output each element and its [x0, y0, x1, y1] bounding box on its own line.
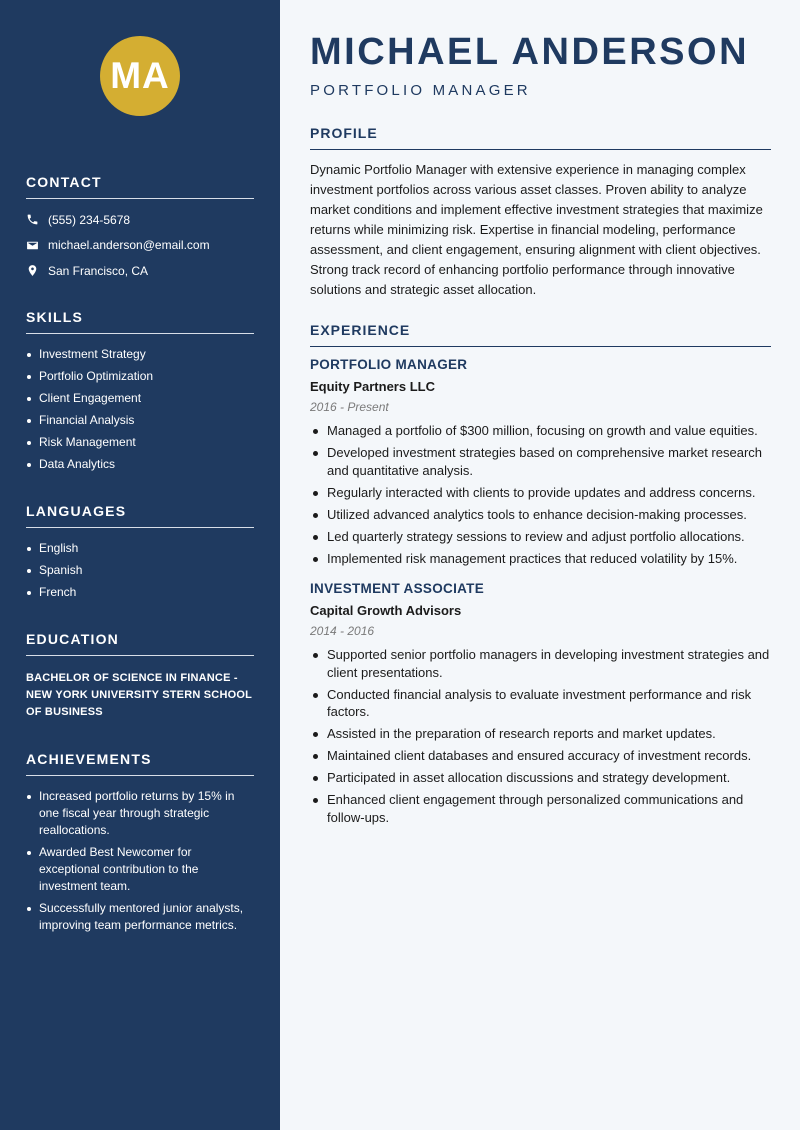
contact-phone: [26, 211, 254, 228]
skill-item: Risk Management: [26, 434, 254, 451]
job-bullet: Developed investment strategies based on comprehensive market research and quantitative analysis.: [310, 444, 771, 479]
job-bullet: Assisted in the preparation of research reports and market updates.: [310, 725, 771, 743]
skills-heading: SKILLS: [26, 309, 254, 334]
skills-list: [26, 346, 254, 473]
contact-section: [26, 174, 254, 279]
language-item: English: [26, 540, 254, 557]
job-bullet: Utilized advanced analytics tools to enhance decision-making processes.: [310, 506, 771, 524]
languages-list: [26, 540, 254, 601]
job-bullet: Participated in asset allocation discussions and strategy development.: [310, 769, 771, 787]
person-name: MICHAEL ANDERSON: [310, 31, 750, 73]
contact-location: [26, 262, 254, 279]
profile-text: Dynamic Portfolio Manager with extensive experience in managing complex investment portfolios across various asset classes. Proven ability to analyze market conditions and implement effective investment strategies that maximize returns while minimizing risk. Expertise in financial modeling, performance assessment, and client engagement, ensuring alignment with client objectives. Strong track record of enhancing portfolio performance through innovative solutions and strategic asset allocation.: [310, 162, 763, 297]
skills-section: [26, 309, 254, 473]
phone-icon: [26, 213, 39, 226]
language-item: Spanish: [26, 562, 254, 579]
job-entry: [310, 357, 771, 567]
job-company: Capital Growth Advisors: [310, 603, 462, 618]
experience-section: [310, 322, 771, 826]
job-bullets: [310, 646, 771, 826]
phone-text: (555) 234-5678: [48, 212, 131, 227]
skill-item: Financial Analysis: [26, 412, 254, 429]
job-title-headline: PORTFOLIO MANAGER: [310, 82, 531, 99]
job-bullet: Enhanced client engagement through personalized communications and follow-ups.: [310, 791, 771, 826]
job-dates: 2014 - 2016: [310, 624, 375, 638]
profile-heading: PROFILE: [310, 125, 771, 150]
education-degree: BACHELOR OF SCIENCE IN FINANCE - NEW YORK UNIVERSITY STERN SCHOOL OF BUSINESS: [26, 672, 252, 718]
achievement-item: Increased portfolio returns by 15% in one fiscal year through strategic reallocations.: [26, 788, 254, 839]
location-text: San Francisco, CA: [48, 263, 149, 278]
avatar: MA: [100, 36, 180, 116]
job-bullet: Led quarterly strategy sessions to review and adjust portfolio allocations.: [310, 528, 771, 546]
job-bullet: Maintained client databases and ensured accuracy of investment records.: [310, 747, 771, 765]
main-content: [280, 0, 800, 1130]
job-bullet: Regularly interacted with clients to provide updates and address concerns.: [310, 484, 771, 502]
achievement-item: Awarded Best Newcomer for exceptional contribution to the investment team.: [26, 844, 254, 895]
job-bullet: Managed a portfolio of $300 million, focusing on growth and value equities.: [310, 422, 771, 440]
profile-section: [310, 125, 771, 300]
skill-item: Investment Strategy: [26, 346, 254, 363]
job-bullet: Supported senior portfolio managers in developing investment strategies and client presentations.: [310, 646, 771, 681]
contact-heading: CONTACT: [26, 174, 254, 199]
languages-heading: LANGUAGES: [26, 503, 254, 528]
achievements-section: [26, 751, 254, 934]
contact-email: [26, 237, 254, 254]
email-text: michael.anderson@email.com: [48, 238, 210, 252]
languages-section: [26, 503, 254, 601]
job-entry: [310, 581, 771, 826]
achievements-heading: ACHIEVEMENTS: [26, 751, 254, 776]
job-company: Equity Partners LLC: [310, 379, 435, 394]
education-section: [26, 631, 254, 721]
language-item: French: [26, 584, 254, 601]
job-title: INVESTMENT ASSOCIATE: [310, 581, 485, 596]
job-bullet: Conducted financial analysis to evaluate investment performance and risk factors.: [310, 686, 771, 721]
achievements-list: [26, 788, 254, 934]
mail-icon: [26, 239, 39, 252]
location-pin-icon: [26, 264, 39, 277]
skill-item: Portfolio Optimization: [26, 368, 254, 385]
job-bullet: Implemented risk management practices that reduced volatility by 15%.: [310, 550, 771, 568]
achievement-item: Successfully mentored junior analysts, improving team performance metrics.: [26, 900, 254, 934]
skill-item: Data Analytics: [26, 456, 254, 473]
education-heading: EDUCATION: [26, 631, 254, 656]
experience-heading: EXPERIENCE: [310, 322, 771, 347]
sidebar: [0, 0, 280, 1130]
job-bullets: [310, 422, 771, 567]
job-dates: 2016 - Present: [310, 400, 389, 414]
skill-item: Client Engagement: [26, 390, 254, 407]
job-title: PORTFOLIO MANAGER: [310, 357, 468, 372]
